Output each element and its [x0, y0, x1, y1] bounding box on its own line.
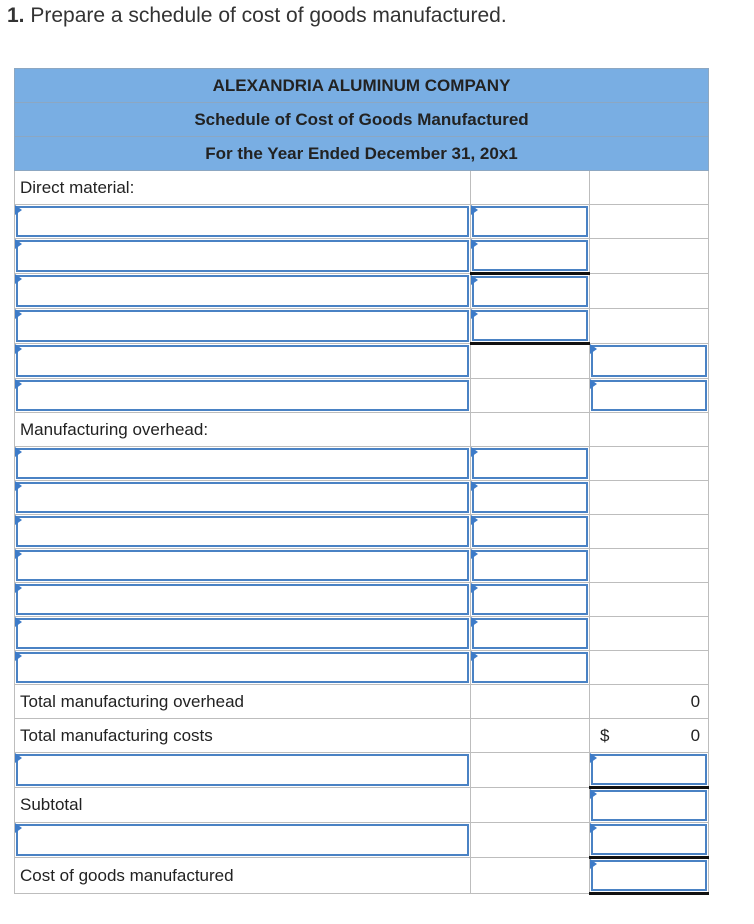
dropdown-marker-icon: [15, 239, 22, 249]
dm-line-1: [15, 205, 709, 239]
mo-line-2: [15, 481, 709, 515]
dm-2-amount-field[interactable]: [472, 240, 588, 271]
header-title-row: [15, 103, 709, 137]
mo-3-amount-input[interactable]: [474, 518, 586, 545]
dropdown-marker-icon: [15, 823, 22, 833]
dropdown-marker-icon: [590, 753, 597, 763]
mo-1-account-input[interactable]: [18, 450, 467, 477]
mo-4-account-input[interactable]: [18, 552, 467, 579]
question-prompt: [7, 4, 507, 28]
dm-6-account-select[interactable]: [16, 380, 469, 411]
mo-line-4: [15, 549, 709, 583]
adjust-2-account-select[interactable]: [16, 824, 469, 856]
mo-1-account-select[interactable]: [16, 448, 469, 479]
total-overhead-row: [15, 685, 709, 719]
dropdown-marker-icon: [471, 447, 478, 457]
dropdown-marker-icon: [15, 481, 22, 491]
adjust-1-amount-field[interactable]: [591, 754, 707, 785]
dm-6-total-field[interactable]: [591, 380, 707, 411]
mo-line-6: [15, 617, 709, 651]
dm-1-account-input[interactable]: [18, 208, 467, 235]
header-company-row: [15, 69, 709, 103]
dropdown-marker-icon: [471, 481, 478, 491]
subtotal-row: [15, 788, 709, 823]
cogm-input[interactable]: [593, 862, 705, 889]
dropdown-marker-icon: [15, 274, 22, 284]
header-period-row: [15, 137, 709, 171]
direct-material-label: Direct material:: [15, 171, 471, 205]
dm-line-2: [15, 239, 709, 274]
dropdown-marker-icon: [471, 583, 478, 593]
dm-6-total-input[interactable]: [593, 382, 705, 409]
subtotal-label: Subtotal: [15, 788, 471, 823]
dm-1-account-select[interactable]: [16, 206, 469, 237]
currency-symbol: $: [600, 725, 610, 745]
mo-5-account-input[interactable]: [18, 586, 467, 613]
question-number: 1.: [7, 4, 25, 27]
dm-3-amount-field[interactable]: [472, 276, 588, 307]
cogm-field[interactable]: [591, 860, 707, 891]
mo-2-account-input[interactable]: [18, 484, 467, 511]
dropdown-marker-icon: [471, 309, 478, 319]
schedule-table: [14, 68, 709, 895]
dropdown-marker-icon: [590, 344, 597, 354]
adjust-2-amount-field[interactable]: [591, 824, 707, 855]
cogm-row: [15, 858, 709, 894]
dropdown-marker-icon: [590, 823, 597, 833]
mo-line-5: [15, 583, 709, 617]
subtotal-input[interactable]: [593, 792, 705, 819]
mo-1-amount-field[interactable]: [472, 448, 588, 479]
mo-line-3: [15, 515, 709, 549]
dropdown-marker-icon: [15, 753, 22, 763]
dropdown-marker-icon: [15, 549, 22, 559]
mo-7-amount-input[interactable]: [474, 654, 586, 681]
dm-4-amount-input[interactable]: [474, 312, 586, 339]
schedule-period: For the Year Ended December 31, 20x1: [15, 137, 709, 171]
mo-7-account-select[interactable]: [16, 652, 469, 683]
mo-5-amount-input[interactable]: [474, 586, 586, 613]
dropdown-marker-icon: [471, 239, 478, 249]
mo-1-amount-input[interactable]: [474, 450, 586, 477]
dropdown-marker-icon: [471, 275, 478, 285]
dropdown-marker-icon: [471, 205, 478, 215]
dropdown-marker-icon: [15, 309, 22, 319]
dm-6-account-input[interactable]: [18, 382, 467, 409]
dm-line-3: [15, 274, 709, 309]
total-overhead-value: 0: [590, 685, 709, 719]
mo-4-amount-field[interactable]: [472, 550, 588, 581]
manufacturing-overhead-row: [15, 413, 709, 447]
total-overhead-label: Total manufacturing overhead: [15, 685, 471, 719]
dm-3-account-select[interactable]: [16, 275, 469, 307]
adjust-line-1: [15, 753, 709, 788]
mo-2-amount-input[interactable]: [474, 484, 586, 511]
total-costs-cell: [590, 719, 709, 753]
mo-6-account-input[interactable]: [18, 620, 467, 647]
manufacturing-overhead-label: Manufacturing overhead:: [15, 413, 471, 447]
mo-2-amount-field[interactable]: [472, 482, 588, 513]
question-text: Prepare a schedule of cost of goods manufactured.: [30, 4, 507, 27]
mo-4-amount-input[interactable]: [474, 552, 586, 579]
adjust-1-amount-input[interactable]: [593, 756, 705, 783]
dropdown-marker-icon: [471, 651, 478, 661]
dropdown-marker-icon: [590, 859, 597, 869]
dm-2-account-input[interactable]: [18, 242, 467, 270]
mo-5-amount-field[interactable]: [472, 584, 588, 615]
mo-line-7: [15, 651, 709, 685]
dm-3-account-input[interactable]: [18, 277, 467, 305]
dm-5-total-field[interactable]: [591, 345, 707, 377]
dropdown-marker-icon: [15, 583, 22, 593]
mo-6-amount-input[interactable]: [474, 620, 586, 647]
dropdown-marker-icon: [590, 789, 597, 799]
dm-5-account-input[interactable]: [18, 347, 467, 375]
mo-7-account-input[interactable]: [18, 654, 467, 681]
dm-5-account-select[interactable]: [16, 345, 469, 377]
dm-4-amount-field[interactable]: [472, 310, 588, 341]
adjust-2-account-input[interactable]: [18, 826, 467, 854]
mo-3-account-input[interactable]: [18, 518, 467, 545]
dm-4-account-input[interactable]: [18, 312, 467, 340]
subtotal-field[interactable]: [591, 790, 707, 821]
mo-5-account-select[interactable]: [16, 584, 469, 615]
adjust-line-2: [15, 823, 709, 858]
dm-3-amount-input[interactable]: [474, 278, 586, 305]
dropdown-marker-icon: [590, 379, 597, 389]
cogm-label: Cost of goods manufactured: [15, 858, 471, 894]
schedule-title: Schedule of Cost of Goods Manufactured: [15, 103, 709, 137]
mo-6-account-select[interactable]: [16, 618, 469, 649]
dropdown-marker-icon: [15, 379, 22, 389]
dropdown-marker-icon: [15, 651, 22, 661]
dropdown-marker-icon: [15, 344, 22, 354]
dropdown-marker-icon: [15, 447, 22, 457]
dropdown-marker-icon: [15, 205, 22, 215]
dropdown-marker-icon: [471, 515, 478, 525]
adjust-2-amount-input[interactable]: [593, 826, 705, 853]
direct-material-row: [15, 171, 709, 205]
dm-2-amount-input[interactable]: [474, 242, 586, 269]
dm-4-account-select[interactable]: [16, 310, 469, 342]
mo-3-amount-field[interactable]: [472, 516, 588, 547]
dm-line-4: [15, 309, 709, 344]
total-costs-label: Total manufacturing costs: [15, 719, 471, 753]
mo-line-1: [15, 447, 709, 481]
dm-line-5: [15, 344, 709, 379]
mo-6-amount-field[interactable]: [472, 618, 588, 649]
dm-1-amount-field[interactable]: [472, 206, 588, 237]
mo-3-account-select[interactable]: [16, 516, 469, 547]
company-name: ALEXANDRIA ALUMINUM COMPANY: [15, 69, 709, 103]
adjust-1-account-select[interactable]: [16, 754, 469, 786]
dm-1-amount-input[interactable]: [474, 208, 586, 235]
dm-line-6: [15, 379, 709, 413]
total-costs-row: [15, 719, 709, 753]
total-costs-value: 0: [690, 725, 701, 745]
dm-5-total-input[interactable]: [593, 347, 705, 375]
mo-2-account-select[interactable]: [16, 482, 469, 513]
dropdown-marker-icon: [15, 617, 22, 627]
dropdown-marker-icon: [471, 617, 478, 627]
adjust-1-account-input[interactable]: [18, 756, 467, 784]
dropdown-marker-icon: [15, 515, 22, 525]
mo-7-amount-field[interactable]: [472, 652, 588, 683]
mo-4-account-select[interactable]: [16, 550, 469, 581]
dropdown-marker-icon: [471, 549, 478, 559]
dm-2-account-select[interactable]: [16, 240, 469, 272]
